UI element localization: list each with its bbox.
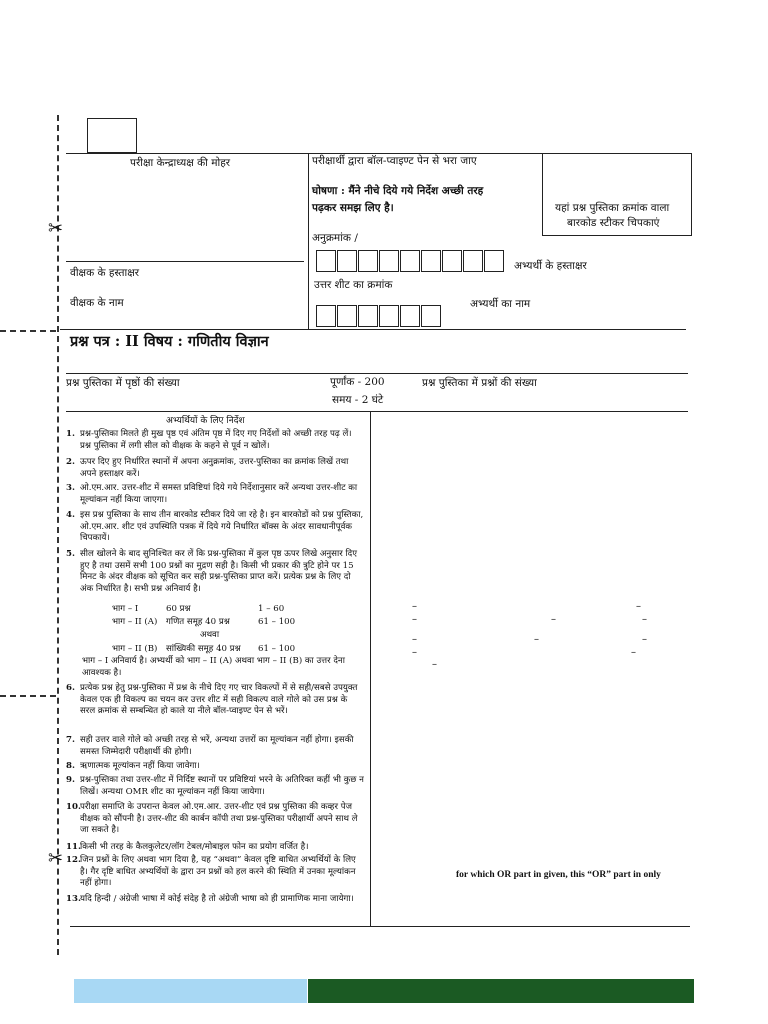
stamp-box	[87, 118, 137, 153]
instruction-text: किसी भी तरह के कैलकुलेटर/लॉग टेबल/मोबाइल फोन का प्रयोग वर्जित है।	[80, 842, 309, 852]
declaration-line-1: घोषणा : मैंने नीचे दिये गये निर्देश अच्छी तरह	[312, 185, 484, 197]
instruction-item	[66, 775, 364, 799]
roll-no-cell[interactable]	[379, 250, 399, 272]
cut-line-horizontal-top	[0, 330, 56, 332]
roll-no-cell[interactable]	[400, 250, 420, 272]
questions-label: प्रश्न पुस्तिका में प्रश्नों की संख्या	[422, 377, 537, 389]
header-divider	[308, 153, 309, 329]
instruction-text: सही उत्तर वाले गोले को अच्छी तरह से भरें, अन्यथा उत्तरों का मूल्यांकन नहीं होगा। इसकी समस्त जिम्मेदारी परीक्षार्थी की होगी।	[80, 735, 354, 757]
instruction-text: ओ.एम.आर. उत्तर-शीट में समस्त प्रविष्टियां दिये गये निर्देशानुसार करें अन्यथा उत्तर-शीट का मूल्यांकन नहीं किया जाएगा।	[80, 483, 358, 505]
instruction-number: 9.	[66, 775, 75, 785]
text-fragment: –	[412, 647, 417, 658]
part-iib-name: भाग – II (B)	[112, 644, 158, 654]
text-fragment: –	[642, 634, 647, 645]
instruction-item	[66, 457, 358, 481]
roll-no-label: अनुक्रमांक /	[312, 232, 358, 244]
roll-no-cell[interactable]	[463, 250, 483, 272]
candidate-name-label: अभ्यर्थी का नाम	[470, 298, 531, 310]
instruction-item	[66, 735, 358, 759]
answer-sheet-cell[interactable]	[358, 305, 378, 327]
or-label: अथवा	[200, 630, 220, 640]
exam-time: समय - 2 घंटे	[332, 394, 384, 406]
answer-sheet-cell[interactable]	[316, 305, 336, 327]
barcode-label-line-1: यहां प्रश्न पुस्तिका क्रमांक वाला	[555, 202, 670, 214]
part-iia-name: भाग – II (A)	[112, 617, 158, 627]
roll-no-cell[interactable]	[358, 250, 378, 272]
instruction-text: प्रश्न-पुस्तिका मिलते ही मुख पृष्ठ एवं अंतिम पृष्ठ में दिए गए निर्देशों को अच्छी तरह पढ़ लें। प्रश्न पुस्तिका में लगी सील को वीक्षक के कहने से पूर्व न खोलें।	[80, 429, 352, 451]
instruction-number: 1.	[66, 429, 75, 439]
instructions-bottom-line	[70, 926, 690, 927]
instruction-item	[66, 855, 358, 891]
instruction-text: ऋणात्मक मूल्यांकन नहीं किया जावेगा।	[80, 761, 200, 771]
instruction-item	[66, 802, 358, 838]
barcode-label-line-2: बारकोड स्टीकर चिपकाएं	[567, 217, 660, 229]
instruction-text: प्रश्न-पुस्तिका तथा उत्तर-शीट में निर्दिष्ट स्थानों पर प्रविष्टियां भरने के अतिरिक्त कहीं भी कुछ न लिखें। अन्यथा OMR शीट का मूल्यांकन नहीं किया जायेगा।	[80, 775, 364, 797]
fill-instruction: परीक्षार्थी द्वारा बॉल-प्वाइण्ट पेन से भरा जाए	[312, 155, 477, 167]
part-i-name: भाग – I	[112, 604, 139, 614]
invigilator-signature-label: वीक्षक के हस्ताक्षर	[70, 267, 140, 279]
part-i-range: 1 – 60	[258, 604, 285, 614]
scissors-icon: ✂	[48, 218, 64, 239]
paper-title: प्रश्न पत्र : II विषय : गणितीय विज्ञान	[70, 333, 269, 350]
instruction-number: 3.	[66, 483, 75, 493]
instruction-number: 11.	[66, 842, 81, 852]
text-fragment: –	[412, 601, 417, 612]
instruction-text: प्रत्येक प्रश्न हेतु प्रश्न-पुस्तिका में प्रश्न के नीचे दिए गए चार विकल्पों में से सही/सबसे उपयुक्त केवल एक ही विकल्प का चयन कर उत्तर शीट में सही विकल्प वाले गोले को उस प्रश्न के सरल क्रमांक से सम्बन्धित हो काले या नीले बॉल-प्वाइण्ट पेन से भरें।	[80, 683, 358, 717]
part-iia-desc: गणित समूह 40 प्रश्न	[166, 617, 230, 627]
instruction-text: ऊपर दिए हुए निर्धारित स्थानों में अपना अनुक्रमांक, उत्तर-पुस्तिका का क्रमांक लिखें तथा अपने हस्ताक्षर करें।	[80, 457, 349, 479]
instruction-text: यदि हिन्दी / अंग्रेजी भाषा में कोई संदेह है तो अंग्रेजी भाषा को ही प्रामाणिक माना जायेगा।	[80, 894, 354, 904]
instruction-number: 13.	[66, 894, 81, 904]
invigilator-sign-line	[66, 261, 304, 262]
answer-sheet-cell[interactable]	[379, 305, 399, 327]
info-top-line	[66, 373, 688, 374]
text-fragment: –	[631, 647, 636, 658]
footer-bar-left	[74, 979, 307, 1003]
part-note	[66, 656, 358, 680]
instruction-number: 12.	[66, 855, 81, 865]
instruction-number: 5.	[66, 549, 75, 559]
instruction-item	[66, 761, 358, 773]
roll-no-cell[interactable]	[484, 250, 504, 272]
instruction-number: 6.	[66, 683, 75, 693]
roll-no-cell[interactable]	[337, 250, 357, 272]
scissors-icon: ✂	[48, 848, 64, 869]
part-note-text: भाग – I अनिवार्य है। अभ्यर्थी को भाग – II (A) अथवा भाग – II (B) का उत्तर देना आवश्यक है।	[82, 656, 345, 678]
instructions-heading: अभ्यर्थियों के लिए निर्देश	[166, 416, 245, 426]
instruction-number: 8.	[66, 761, 75, 771]
or-part-note: for which OR part in given, this “OR” part in only	[456, 870, 661, 880]
answer-sheet-no-label: उत्तर शीट का क्रमांक	[314, 279, 393, 291]
instruction-text: इस प्रश्न पुस्तिका के साथ तीन बारकोड स्टीकर दिये जा रहे है। इन बारकोडों को प्रश्न पुस्तिका, ओ.एम.आर. शीट एवं उपस्थिति पत्रक में दिये गये निर्धारित बॉक्स के अंदर सावधानीपूर्वक चिपकायें।	[80, 510, 364, 544]
text-fragment: –	[642, 614, 647, 625]
text-fragment: –	[412, 634, 417, 645]
instruction-item	[66, 483, 358, 507]
roll-no-cell[interactable]	[421, 250, 441, 272]
roll-no-cells[interactable]	[316, 250, 505, 272]
part-i-desc: 60 प्रश्न	[166, 604, 191, 614]
part-iib-range: 61 – 100	[258, 644, 296, 654]
instruction-text: जिन प्रश्नों के लिए अथवा भाग दिया है, यह “अथवा” केवल दृष्टि बाधित अभ्यर्थियों के लिए है। गैर दृष्टि बाधित अभ्यर्थियों के द्वारा उन प्रश्नों को हल करने की स्थिति में उनका मूल्यांकन नहीं होगा।	[80, 855, 356, 889]
text-fragment: –	[412, 614, 417, 625]
answer-sheet-cell[interactable]	[421, 305, 441, 327]
instruction-text: सील खोलने के बाद सुनिश्चित कर लें कि प्रश्न-पुस्तिका में कुल पृष्ठ ऊपर लिखे अनुसार दिए हुए है तथा उसमें सभी 100 प्रश्नों का मुद्रण सही है। किसी भी प्रकार की त्रुटि होने पर 15 मिनट के अंदर वीक्षक को सूचित कर सही प्रश्न-पुस्तिका प्राप्त करें। प्रत्येक प्रश्न के लिए दो अंक निर्धारित है। सभी प्रश्न अनिवार्य है।	[80, 549, 357, 594]
candidate-signature-label: अभ्यर्थी के हस्ताक्षर	[514, 260, 587, 272]
cut-line-vertical	[57, 115, 59, 955]
pages-label: प्रश्न पुस्तिका में पृष्ठों की संख्या	[66, 377, 180, 389]
instruction-item	[66, 429, 358, 453]
instructions-divider	[370, 411, 371, 926]
instruction-number: 2.	[66, 457, 75, 467]
instruction-item	[66, 683, 358, 731]
answer-sheet-cell[interactable]	[337, 305, 357, 327]
roll-no-cell[interactable]	[442, 250, 462, 272]
answer-sheet-no-cells[interactable]	[316, 305, 442, 327]
instruction-text: परीक्षा समाप्ति के उपरान्त केवल ओ.एम.आर. उत्तर-शीट एवं प्रश्न पुस्तिका की कव्हर पेज वीक्षक को सौंपनी है। उत्तर-शीट की कार्बन कॉपी तथा प्रश्न-पुस्तिका परीक्षार्थी अपने साथ ले जा सकते है।	[80, 802, 358, 836]
roll-no-cell[interactable]	[316, 250, 336, 272]
title-top-line	[60, 329, 686, 330]
part-iib-desc: सांख्यिकी समूह 40 प्रश्न	[166, 644, 241, 654]
part-iia-range: 61 – 100	[258, 617, 296, 627]
instruction-item	[66, 894, 358, 918]
stamp-label: परीक्षा केन्द्राध्यक्ष की मोहर	[130, 157, 231, 169]
instruction-number: 10.	[66, 802, 81, 812]
instruction-item	[66, 842, 358, 854]
header-top-line	[66, 153, 542, 154]
instruction-number: 4.	[66, 510, 75, 520]
max-marks: पूर्णांक - 200	[330, 376, 385, 388]
invigilator-name-label: वीक्षक के नाम	[70, 297, 124, 309]
text-fragment: –	[551, 614, 556, 625]
answer-sheet-cell[interactable]	[400, 305, 420, 327]
text-fragment: –	[432, 659, 437, 670]
text-fragment: –	[636, 601, 641, 612]
text-fragment: –	[534, 634, 539, 645]
instruction-item	[66, 510, 364, 546]
declaration-line-2: पढ़कर समझ लिए है।	[312, 202, 394, 214]
cut-line-horizontal-middle	[0, 695, 56, 697]
instruction-item	[66, 549, 358, 597]
footer-bar-right	[308, 979, 694, 1003]
instruction-number: 7.	[66, 735, 75, 745]
instructions-top-line	[66, 411, 688, 412]
